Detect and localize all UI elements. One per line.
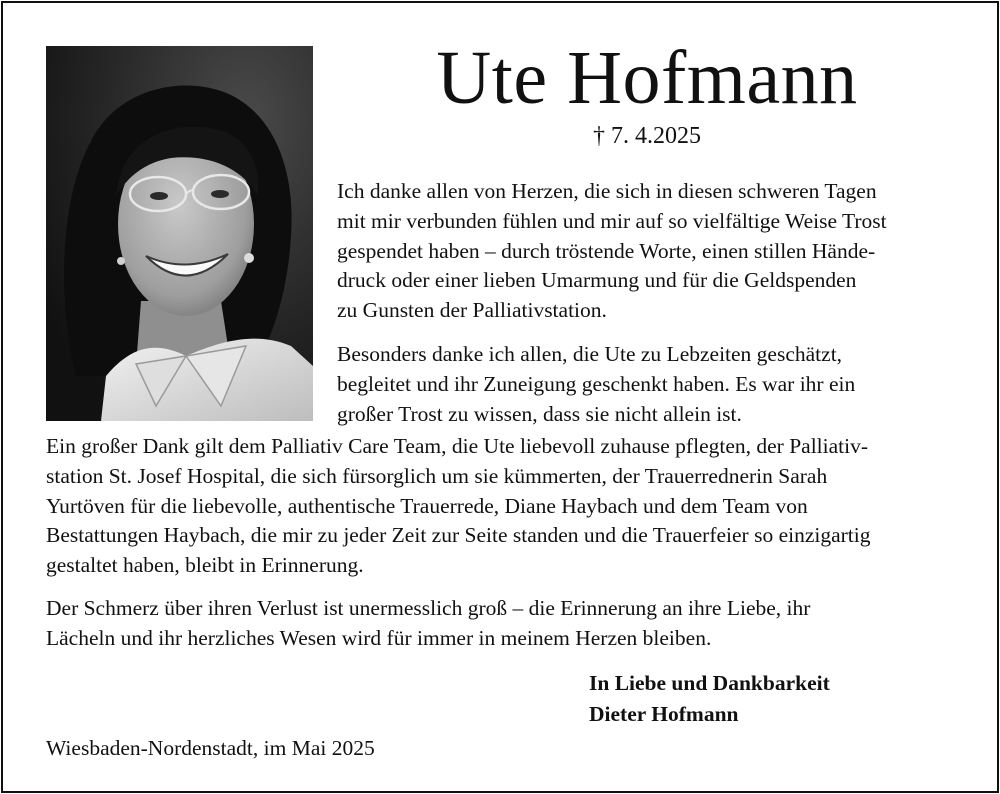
thanks-paragraph-2: Besonders danke ich allen, die Ute zu Lebzeiten geschätzt, begleitet und ihr Zuneigung geschenkt haben. Es war ihr ein großer Trost zu wissen, dass sie nicht allein ist. <box>337 342 856 426</box>
thanks-paragraph-1: Ich danke allen von Herzen, die sich in diesen schweren Tagen mit mir verbunden fühlen und mir auf so vielfältige Weise Trost gespendet haben – durch tröstende Worte, einen stillen Hände- druck oder einer lieben Umarmung und für die Geldspenden zu Gunsten der Palliativstation. <box>337 179 887 323</box>
signoff-line-2: Dieter Hofmann <box>589 702 739 726</box>
signoff <box>589 668 830 730</box>
signoff-line-1: In Liebe und Dankbarkeit <box>589 671 830 695</box>
obituary-notice <box>1 1 999 793</box>
thanks-paragraph-3: Ein großer Dank gilt dem Palliativ Care Team, die Ute liebevoll zuhause pflegten, der Palliativ- station St. Josef Hospital, die sich fürsorglich um sie kümmerten, der Trauerrednerin Sarah Yurtöven für die liebevolle, authentische Trauerrede, Diane Haybach und dem Team von Bestattungen Haybach, die mir zu jeder Zeit zur Seite standen und die Trauerfeier so einzigartig gestaltet haben, bleibt in Erinnerung. <box>46 434 871 578</box>
place-and-date: Wiesbaden-Nordenstadt, im Mai 2025 <box>46 736 375 760</box>
death-date: † 7. 4.2025 <box>593 123 701 149</box>
deceased-name: Ute Hofmann <box>436 36 858 120</box>
thanks-paragraph-4: Der Schmerz über ihren Verlust ist unermesslich groß – die Erinnerung an ihre Liebe, ihr Lächeln und ihr herzliches Wesen wird für immer in meinem Herzen bleiben. <box>46 596 811 650</box>
portrait-photo <box>46 46 313 421</box>
